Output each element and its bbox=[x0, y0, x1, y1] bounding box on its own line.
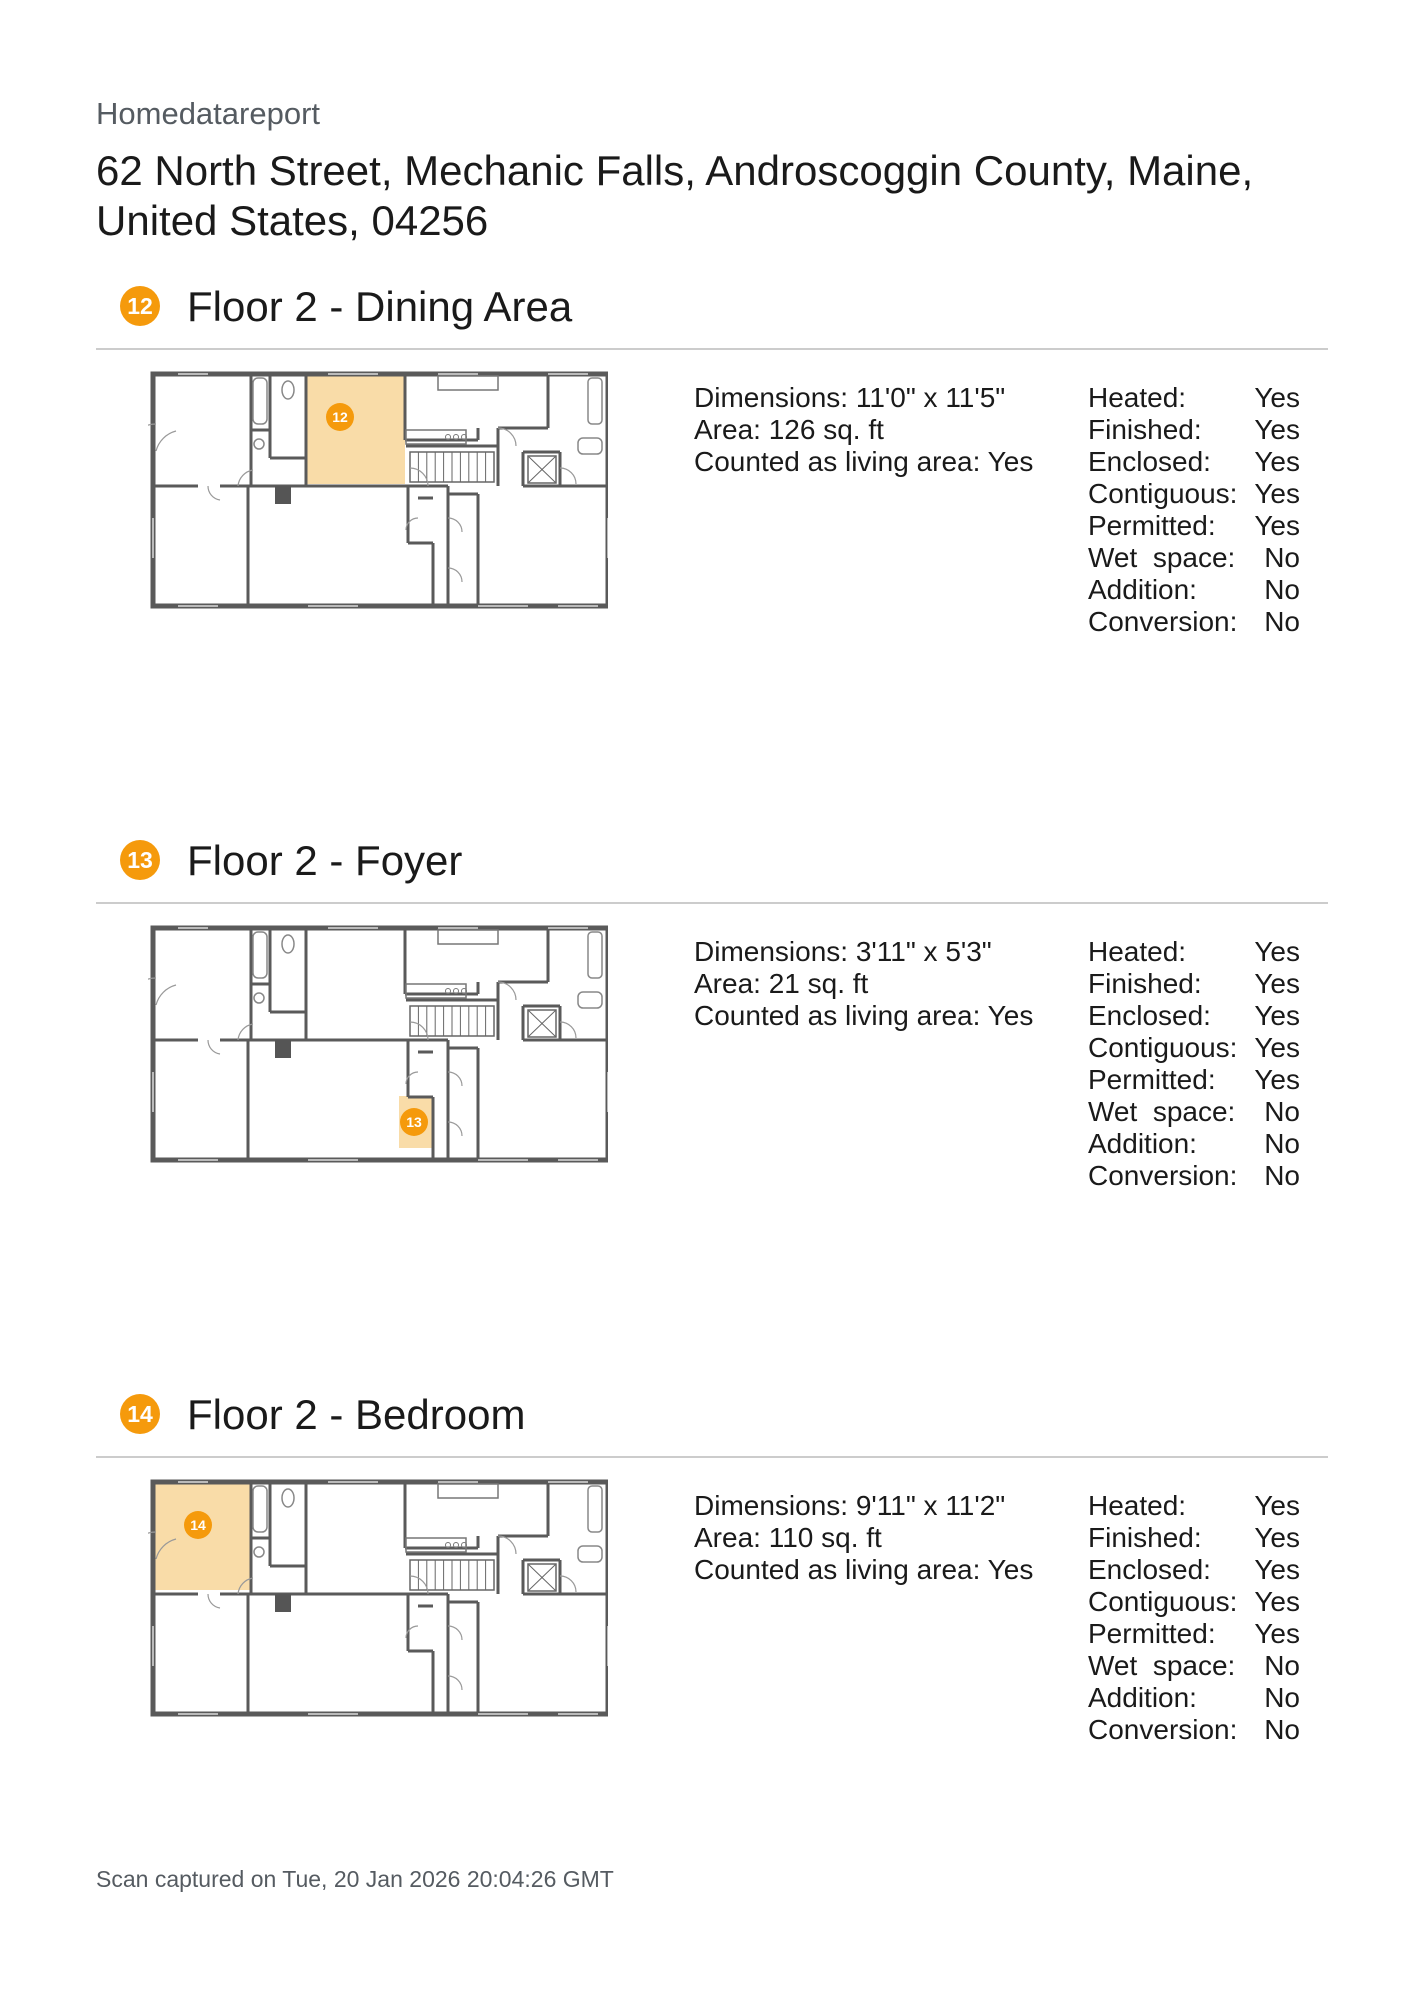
room-number-badge: 12 bbox=[120, 286, 160, 326]
sink bbox=[254, 1547, 264, 1557]
door-swing bbox=[448, 568, 462, 582]
property-value: Yes bbox=[1254, 1554, 1300, 1585]
room-properties bbox=[1088, 382, 1300, 638]
room-title: Floor 2 - Dining Area bbox=[187, 283, 573, 330]
door-swing bbox=[448, 1122, 462, 1136]
living-area-flag: Counted as living area: Yes bbox=[694, 446, 1034, 477]
floor-plan-thumbnail bbox=[148, 1476, 608, 1776]
room-marker-label: 13 bbox=[406, 1114, 422, 1130]
room-dimensions: Dimensions: 11'0" x 11'5" bbox=[694, 382, 1006, 413]
property-label: Contiguous: bbox=[1088, 1032, 1238, 1063]
door-swing bbox=[410, 1576, 428, 1594]
exterior-wall bbox=[153, 928, 608, 1160]
bathtub bbox=[253, 378, 267, 424]
property-value: Yes bbox=[1254, 446, 1300, 477]
bathtub bbox=[588, 1486, 602, 1532]
door-swing bbox=[448, 1676, 462, 1690]
property-value: Yes bbox=[1254, 936, 1300, 967]
door-swing bbox=[448, 1626, 462, 1640]
property-row bbox=[1088, 574, 1300, 606]
property-value: Yes bbox=[1254, 1618, 1300, 1649]
door-swing bbox=[560, 468, 576, 484]
toilet bbox=[282, 1489, 294, 1507]
property-value: No bbox=[1264, 574, 1300, 605]
property-row bbox=[1088, 1618, 1300, 1650]
property-label: Permitted: bbox=[1088, 1064, 1216, 1095]
property-row bbox=[1088, 1682, 1300, 1714]
property-label: Contiguous: bbox=[1088, 478, 1238, 509]
property-value: Yes bbox=[1254, 1032, 1300, 1063]
property-row bbox=[1088, 446, 1300, 478]
property-label: Conversion: bbox=[1088, 1160, 1238, 1191]
property-value: Yes bbox=[1254, 1586, 1300, 1617]
property-row bbox=[1088, 478, 1300, 510]
room-section bbox=[96, 1390, 1328, 1930]
room-number-badge: 13 bbox=[120, 840, 160, 880]
property-row bbox=[1088, 1032, 1300, 1064]
property-value: Yes bbox=[1254, 478, 1300, 509]
property-value: Yes bbox=[1254, 510, 1300, 541]
room-area: Area: 21 sq. ft bbox=[694, 968, 869, 999]
property-label: Addition: bbox=[1088, 1682, 1197, 1713]
door-swing bbox=[560, 1576, 576, 1592]
property-label: Wet space: bbox=[1088, 542, 1236, 573]
property-row bbox=[1088, 1586, 1300, 1618]
kitchen-counter bbox=[438, 1484, 498, 1498]
kitchen-counter bbox=[406, 430, 466, 444]
door-swing bbox=[156, 985, 176, 1005]
room-info bbox=[694, 936, 1033, 1032]
living-area-flag: Counted as living area: Yes bbox=[694, 1000, 1034, 1031]
address-line-2: United States, 04256 bbox=[96, 197, 489, 244]
property-row bbox=[1088, 382, 1300, 414]
room-marker-label: 14 bbox=[190, 1517, 206, 1533]
floor-plan-thumbnail bbox=[148, 922, 608, 1222]
door-swing bbox=[208, 1040, 220, 1054]
scan-timestamp: Scan captured on Tue, 20 Jan 2026 20:04:26 GMT bbox=[96, 1866, 614, 1892]
chimney bbox=[275, 1594, 291, 1612]
property-value: No bbox=[1264, 1096, 1300, 1127]
property-label: Wet space: bbox=[1088, 1096, 1236, 1127]
floor-plan-svg bbox=[148, 922, 608, 1222]
bathtub bbox=[253, 932, 267, 978]
room-dimensions: Dimensions: 9'11" x 11'2" bbox=[694, 1490, 1006, 1521]
sink bbox=[254, 439, 264, 449]
kitchen-counter bbox=[438, 930, 498, 944]
floor-plan-svg bbox=[148, 368, 608, 668]
property-label: Finished: bbox=[1088, 968, 1202, 999]
door-swing bbox=[498, 1536, 516, 1554]
property-row bbox=[1088, 1650, 1300, 1682]
kitchen-counter bbox=[406, 984, 466, 998]
door-swing bbox=[448, 1072, 462, 1086]
chimney bbox=[275, 1040, 291, 1058]
property-label: Finished: bbox=[1088, 414, 1202, 445]
staircase bbox=[410, 1560, 494, 1590]
property-label: Conversion: bbox=[1088, 1714, 1238, 1745]
property-row bbox=[1088, 1128, 1300, 1160]
room-dimensions: Dimensions: 3'11" x 5'3" bbox=[694, 936, 992, 967]
kitchen-counter bbox=[406, 1538, 466, 1552]
property-value: No bbox=[1264, 606, 1300, 637]
property-label: Wet space: bbox=[1088, 1650, 1236, 1681]
toilet bbox=[578, 992, 602, 1008]
property-value: Yes bbox=[1254, 968, 1300, 999]
property-row bbox=[1088, 606, 1300, 638]
bathtub bbox=[253, 1486, 267, 1532]
door-swing bbox=[410, 468, 428, 486]
property-address bbox=[96, 146, 1336, 246]
property-value: Yes bbox=[1254, 414, 1300, 445]
staircase bbox=[410, 1006, 494, 1036]
door-swing bbox=[208, 486, 220, 500]
property-label: Enclosed: bbox=[1088, 1000, 1211, 1031]
door-swing bbox=[156, 431, 176, 451]
door-swing bbox=[560, 1022, 576, 1038]
kitchen-counter bbox=[438, 376, 498, 390]
toilet bbox=[578, 438, 602, 454]
property-row bbox=[1088, 1554, 1300, 1586]
address-line-1: 62 North Street, Mechanic Falls, Androscoggin County, Maine, bbox=[96, 147, 1254, 194]
property-value: Yes bbox=[1254, 1490, 1300, 1521]
staircase bbox=[410, 452, 494, 482]
property-value: No bbox=[1264, 1682, 1300, 1713]
property-label: Heated: bbox=[1088, 1490, 1187, 1521]
bathtub bbox=[588, 378, 602, 424]
section-divider bbox=[96, 902, 1328, 904]
property-row bbox=[1088, 936, 1300, 968]
door-swing bbox=[498, 428, 516, 446]
property-row bbox=[1088, 510, 1300, 542]
room-number-badge: 14 bbox=[120, 1394, 160, 1434]
room-section bbox=[96, 282, 1328, 822]
bathtub bbox=[588, 932, 602, 978]
property-label: Conversion: bbox=[1088, 606, 1238, 637]
property-value: Yes bbox=[1254, 1064, 1300, 1095]
property-row bbox=[1088, 1096, 1300, 1128]
property-row bbox=[1088, 1064, 1300, 1096]
property-value: Yes bbox=[1254, 382, 1300, 413]
property-row bbox=[1088, 1000, 1300, 1032]
property-label: Permitted: bbox=[1088, 1618, 1216, 1649]
room-properties bbox=[1088, 936, 1300, 1192]
sink bbox=[254, 993, 264, 1003]
door-swing bbox=[410, 1022, 428, 1040]
property-value: Yes bbox=[1254, 1000, 1300, 1031]
property-value: No bbox=[1264, 1650, 1300, 1681]
property-label: Heated: bbox=[1088, 382, 1187, 413]
chimney bbox=[275, 486, 291, 504]
door-swing bbox=[448, 518, 462, 532]
property-label: Permitted: bbox=[1088, 510, 1216, 541]
room-section bbox=[96, 836, 1328, 1376]
property-label: Addition: bbox=[1088, 1128, 1197, 1159]
property-value: No bbox=[1264, 542, 1300, 573]
room-title: Floor 2 - Bedroom bbox=[187, 1391, 526, 1438]
door-swing bbox=[498, 982, 516, 1000]
property-row bbox=[1088, 414, 1300, 446]
toilet bbox=[578, 1546, 602, 1562]
property-row bbox=[1088, 968, 1300, 1000]
property-row bbox=[1088, 542, 1300, 574]
section-divider bbox=[96, 1456, 1328, 1458]
property-value: No bbox=[1264, 1128, 1300, 1159]
property-row bbox=[1088, 1522, 1300, 1554]
property-row bbox=[1088, 1714, 1300, 1746]
toilet bbox=[282, 935, 294, 953]
property-label: Contiguous: bbox=[1088, 1586, 1238, 1617]
section-divider bbox=[96, 348, 1328, 350]
property-value: No bbox=[1264, 1160, 1300, 1191]
door-swing bbox=[208, 1594, 220, 1608]
toilet bbox=[282, 381, 294, 399]
brand-name: Homedatareport bbox=[96, 96, 321, 131]
room-info bbox=[694, 1490, 1033, 1586]
property-value: Yes bbox=[1254, 1522, 1300, 1553]
property-label: Enclosed: bbox=[1088, 1554, 1211, 1585]
property-label: Enclosed: bbox=[1088, 446, 1211, 477]
room-area: Area: 110 sq. ft bbox=[694, 1522, 882, 1553]
floor-plan-svg bbox=[148, 1476, 608, 1776]
floor-plan-thumbnail bbox=[148, 368, 608, 668]
property-value: No bbox=[1264, 1714, 1300, 1745]
highlighted-room bbox=[306, 376, 405, 484]
room-title: Floor 2 - Foyer bbox=[187, 837, 463, 884]
property-label: Heated: bbox=[1088, 936, 1187, 967]
property-row bbox=[1088, 1160, 1300, 1192]
living-area-flag: Counted as living area: Yes bbox=[694, 1554, 1034, 1585]
room-info bbox=[694, 382, 1033, 478]
room-area: Area: 126 sq. ft bbox=[694, 414, 884, 445]
property-label: Addition: bbox=[1088, 574, 1197, 605]
property-label: Finished: bbox=[1088, 1522, 1202, 1553]
room-properties bbox=[1088, 1490, 1300, 1746]
property-row bbox=[1088, 1490, 1300, 1522]
room-marker-label: 12 bbox=[332, 409, 348, 425]
